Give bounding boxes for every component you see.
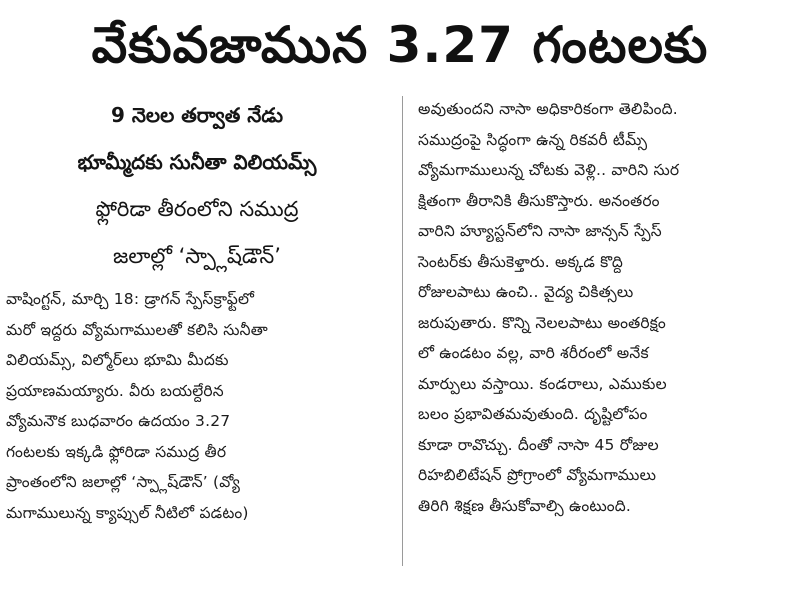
body-line: జరుపుతారు. కొన్ని నెలలపాటు అంతరిక్షం — [418, 313, 666, 332]
body-line: సముద్రంపై సిద్ధంగా ఉన్న రికవరీ టీమ్స్ — [418, 130, 648, 149]
deck-line: జలాల్లో ‘స్ప్లాష్‌డౌన్’ — [113, 244, 281, 268]
body-line: సెంటర్‌కు తీసుకెళ్తారు. అక్కడ కొద్ది — [418, 252, 623, 271]
left-column — [0, 92, 394, 580]
deck-line: 9 నెలల తర్వాత నేడు — [111, 103, 283, 127]
body-line: విలియమ్స్, విల్మోర్‌లు భూమి మీదకు — [6, 351, 229, 369]
left-body-text — [6, 284, 394, 528]
body-line: బలం ప్రభావితమవుతుంది. దృష్టిలోపం — [418, 405, 648, 423]
deck-line: భూమ్మీదకు సునీతా విలియమ్స్ — [77, 150, 317, 174]
right-column — [410, 92, 794, 580]
body-line: వ్యోమగాములున్న చోటకు వెళ్లి.. వారిని సుర — [418, 161, 680, 179]
body-line: లో ఉండటం వల్ల, వారి శరీరంలో అనేక — [418, 344, 649, 362]
body-line: మార్పులు వస్తాయి. కండరాలు, ఎముకుల — [418, 374, 667, 393]
body-line: ప్రాంతంలోని జలాల్లో ‘స్ప్లాష్‌డౌన్’ (వ్యో — [6, 473, 241, 491]
body-line: రోజులపాటు ఉంచి.. వైద్య చికిత్సలు — [418, 283, 634, 301]
body-line: రిహబిలిటేషన్ ప్రోగ్రాంలో వ్యోమగాములు — [418, 466, 657, 484]
column-divider — [402, 96, 403, 566]
deck-line: ఫ్లోరిడా తీరంలోని సముద్ర — [95, 197, 299, 221]
right-body-text — [418, 94, 794, 521]
body-line: మరో ఇద్దరు వ్యోమగాములతో కలిసి సునీతా — [6, 320, 268, 339]
body-line: తిరిగి శిక్షణ తీసుకోవాల్సి ఉంటుంది. — [418, 496, 632, 515]
body-line: వారిని హ్యూస్టన్‌లోని నాసా జాన్సన్ స్పేస్ — [418, 222, 662, 240]
headline: వేకువజామున 3.27 గంటలకు — [91, 16, 709, 74]
body-line: అవుతుందని నాసా అధికారికంగా తెలిపింది. — [418, 100, 678, 118]
body-line: మగాములున్న క్యాప్సుల్ నీటిలో పడటం) — [6, 503, 249, 522]
deck — [0, 92, 394, 280]
body-line: గంటలకు ఇక్కడి ఫ్లోరిడా సముద్ర తీర — [6, 442, 227, 461]
body-line: వాషింగ్టన్, మార్చి 18: డ్రాగన్ స్పేస్‌క్రాఫ్ట్‌లో — [6, 290, 255, 308]
body-line: కూడా రావొచ్చు. దీంతో నాసా 45 రోజుల — [418, 435, 659, 454]
body-line: వ్యోమనౌక బుధవారం ఉదయం 3.27 — [6, 412, 231, 430]
body-line: క్షితంగా తీరానికి తీసుకొస్తారు. అనంతరం — [418, 191, 660, 210]
body-line: ప్రయాణమయ్యారు. వీరు బయల్దేరిన — [6, 381, 224, 400]
